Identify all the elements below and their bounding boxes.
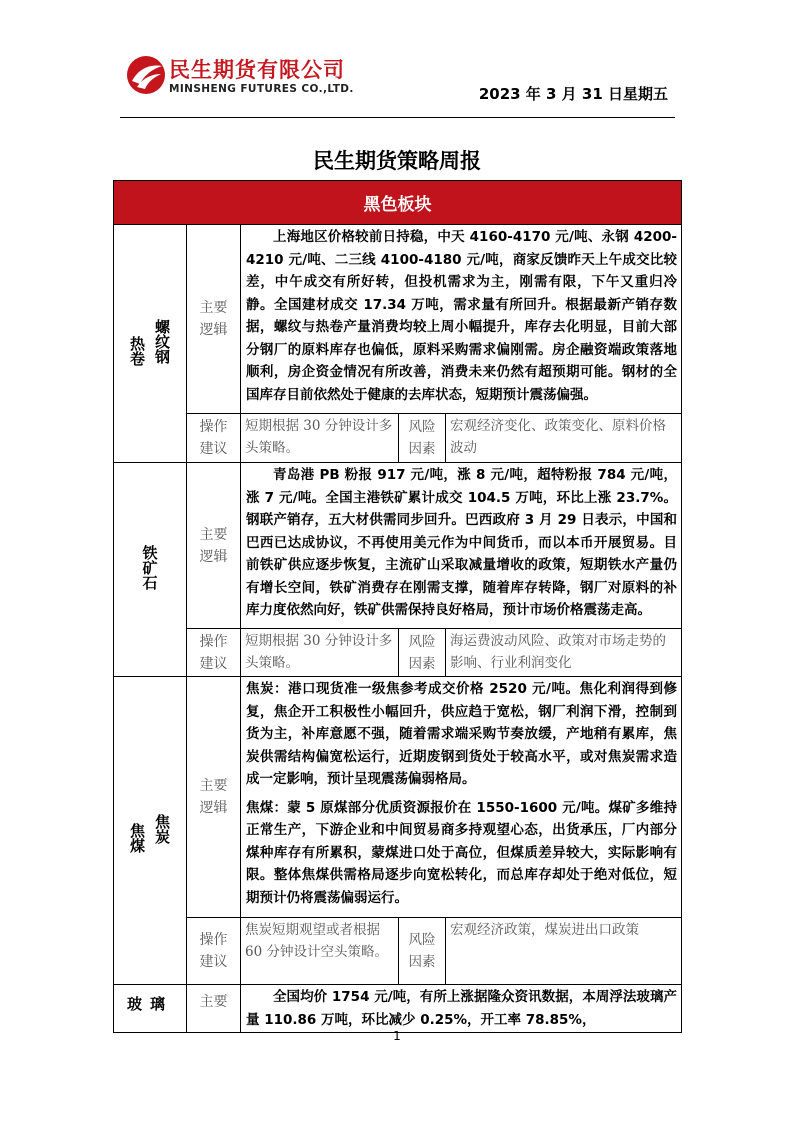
company-name-en: MINSHENG FUTURES CO.,LTD.: [169, 83, 354, 95]
risk-text: 宏观经济政策，煤炭进出口政策: [446, 918, 682, 985]
report-date: 2023 年 3 月 31 日星期五: [478, 85, 668, 103]
operation-label: 操作建议: [187, 918, 241, 985]
logic-label: 主要逻辑: [187, 677, 241, 918]
page-number: 1: [393, 1029, 401, 1043]
risk-label: 风险因素: [399, 414, 446, 463]
category-name: 螺纹钢: [153, 319, 171, 364]
category-name: 焦炭: [153, 813, 171, 844]
minsheng-logo-icon: [125, 54, 167, 96]
logic-label: 主要逻辑: [187, 463, 241, 629]
logic-text: 焦炭：港口现货准一级焦参考成交价格 2520 元/吨。焦化利润得到修复，焦企开工积极性小幅回升，供应趋于宽松，钢厂利润下滑，控制到货为主，补库意愿不强，随着需求端采购节奏放缓，产地稍有累库，焦炭供需结构偏宽松运行，近期废钢到货处于较高水平，或对焦炭需求造成一定影响，预计呈现震荡偏弱格局。 焦煤：蒙 5 原煤部分优质资源报价在 1550-1600 元/吨。煤矿多维持正常生产，下游企业和中间贸易商多持观望心态，出货承压，厂内部分煤种库存有所累积，蒙煤进口处于高位，但煤质差异较大，实际影响有限。整体焦煤供需格局逐步向宽松转化，而总库存却处于绝对低位，短期预计仍将震荡偏弱运行。: [241, 677, 682, 918]
logic-text: 青岛港 PB 粉报 917 元/吨，涨 8 元/吨，超特粉报 784 元/吨，涨 7 元/吨。全国主港铁矿累计成交 104.5 万吨，环比上涨 23.7%。钢联产销存，五大材供需同步回升。巴西政府 3 月 29 日表示，中国和巴西已达成协议，不再使用美元作为中间货币，而以本币开展贸易。目前铁矿供应逐步恢复，主流矿山采取减量增收的政策，短期铁水产量仍有增长空间，铁矿消费存在刚需支撑，随着库存转降，钢厂对原料的补库力度依然向好，铁矿供需保持良好格局，预计市场价格震荡走高。: [241, 463, 682, 629]
company-name-cn: 民生期货有限公司: [169, 58, 345, 82]
operation-text: 焦炭短期观望或者根据 60 分钟设计空头策略。: [241, 918, 399, 985]
risk-text: 海运费波动风险、政策对市场走势的影响、行业利润变化: [446, 629, 682, 677]
page-title: 民生期货策略周报: [313, 149, 481, 173]
operation-text: 短期根据 30 分钟设计多头策略。: [241, 414, 399, 463]
category-name: 铁矿石: [140, 545, 159, 590]
category-name: 玻璃: [126, 995, 173, 1013]
category-name: 热卷: [128, 335, 146, 366]
operation-text: 短期根据 30 分钟设计多头策略。: [241, 629, 399, 677]
section-banner: 黑色板块: [114, 181, 682, 225]
page-header: [0, 0, 794, 125]
logic-text: 全国均价 1754 元/吨，有所上涨据隆众资讯数据，本周浮法玻璃产量 110.86 万吨，环比减少 0.25%，开工率 78.85%，: [241, 985, 682, 1033]
header-divider: [120, 117, 675, 118]
logic-label: 主要: [187, 985, 241, 1033]
operation-label: 操作建议: [187, 414, 241, 463]
risk-label: 风险因素: [399, 918, 446, 985]
strategy-table: [113, 180, 682, 1033]
category-coke-coal: [114, 677, 187, 985]
category-name: 焦煤: [128, 822, 146, 853]
operation-label: 操作建议: [187, 629, 241, 677]
risk-label: 风险因素: [399, 629, 446, 677]
logic-label: 主要逻辑: [187, 225, 241, 414]
category-iron-ore: [114, 463, 187, 677]
category-rebar-hrc: [114, 225, 187, 463]
company-logo: [125, 54, 375, 102]
risk-text: 宏观经济变化、政策变化、原料价格波动: [446, 414, 682, 463]
logic-text: 上海地区价格较前日持稳，中天 4160-4170 元/吨、永钢 4200-4210 元/吨、二三线 4100-4180 元/吨，商家反馈昨天上午成交比较差，中午成交有所好转，但投机需求为主，刚需有限，下午又重归冷静。全国建材成交 17.34 万吨，需求量有所回升。根据最新产销存数据，螺纹与热卷产量消费均较上周小幅提升，库存去化明显，目前大部分钢厂的原料库存也偏低，原料采购需求偏刚需。房企融资端政策落地顺利，房企资金情况有所改善，消费未来仍然有超预期可能。钢材的全国库存目前依然处于健康的去库状态，短期预计震荡偏强。: [241, 225, 682, 414]
category-glass: [114, 985, 187, 1033]
